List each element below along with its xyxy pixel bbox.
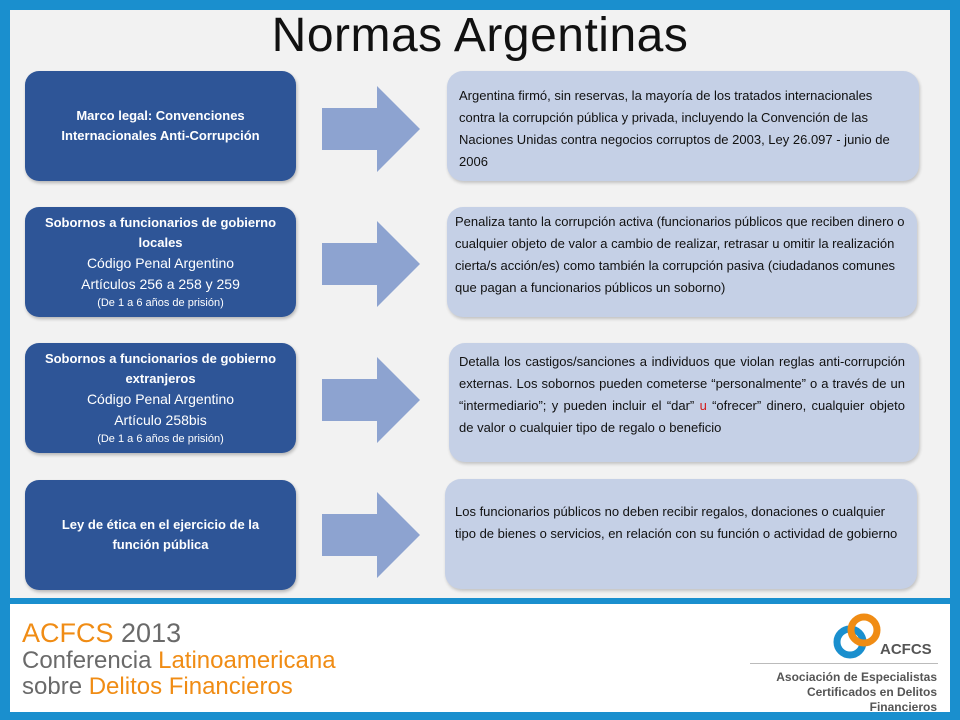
brand-conf-word: Conferencia <box>22 647 152 674</box>
logo-text: ACFCS <box>880 641 932 658</box>
association-line2: Certificados en Delitos Financieros <box>806 685 937 714</box>
brand-acronym: ACFCS <box>22 618 114 648</box>
arrow-right-icon <box>322 492 422 578</box>
left-box-heading: Marco legal: Convenciones Internacionales Anti-Corrupción <box>61 108 260 143</box>
left-box-code: Código Penal Argentino <box>86 391 235 407</box>
right-box-funcionarios <box>445 479 917 589</box>
left-box-articles: Artículo 258bis <box>114 412 207 428</box>
brand-conf-highlight: Latinoamericana <box>158 647 336 674</box>
right-box-text-part: Detalla los castigos/sanciones a individuos que violan reglas anti-corrupción externas. Los sobornos pueden cometerse “personalmente” o a través de un “intermediario”; y pueden incluir el “dar” <box>459 354 905 413</box>
arrow-right-icon <box>322 86 422 172</box>
right-box-detalla <box>449 343 919 462</box>
right-box-penaliza <box>447 207 917 317</box>
slide-title: Normas Argentinas <box>271 9 689 62</box>
left-box-sobornos-extranjeros <box>25 343 296 453</box>
footer-brand <box>22 618 442 700</box>
footer-brand-line2 <box>22 648 442 674</box>
right-box-text <box>459 351 905 439</box>
left-box-penalty: (De 1 a 6 años de prisión) <box>97 433 224 445</box>
right-box-text: Penaliza tanto la corrupción activa (funcionarios públicos que reciben dinero o cualquier objeto de valor a cambio de realizar, retrasar u omitir la realización cierta/s acción/es) como también la corrupción pasiva (ciudadanos comunes que pagan a funcionarios públicos un soborno) <box>455 214 905 295</box>
right-box-text: Los funcionarios públicos no deben recibir regalos, donaciones o cualquier tipo de bienes o servicios, en relación con su función o actividad de gobierno <box>455 504 898 541</box>
association-line1: Asociación de Especialistas <box>776 670 937 684</box>
left-box-marco-legal <box>25 71 296 181</box>
left-box-heading: Sobornos a funcionarios de gobierno locales <box>44 215 277 250</box>
right-box-text-part: “ofrecer” dinero, cualquier objeto de valor o cualquier tipo de regalo o beneficio <box>459 398 905 435</box>
arrow-right-icon <box>322 357 422 443</box>
left-box-ley-etica <box>25 480 296 590</box>
brand-sobre-word: sobre <box>22 673 83 700</box>
brand-year: 2013 <box>121 618 182 648</box>
left-box-sobornos-locales <box>25 207 296 317</box>
left-box-code: Código Penal Argentino <box>86 255 235 271</box>
arrow-right-icon <box>322 221 422 307</box>
left-box-penalty: (De 1 a 6 años de prisión) <box>97 297 224 309</box>
right-box-text: Argentina firmó, sin reservas, la mayoría de los tratados internacionales contra la corrupción pública y privada, incluyendo la Convención de las Naciones Unidas contra negocios corruptos de 2003, Ley 26.097 - junio de 2006 <box>459 88 890 169</box>
brand-sobre-highlight: Delitos Financieros <box>88 673 293 700</box>
left-box-articles: Artículos 256 a 258 y 259 <box>81 276 240 292</box>
logo-divider <box>750 663 938 664</box>
left-box-heading: Ley de ética en el ejercicio de la función pública <box>61 517 260 552</box>
footer-brand-line3 <box>22 674 442 700</box>
footer-brand-line1 <box>22 618 442 648</box>
right-box-tratados <box>447 71 919 181</box>
left-box-heading: Sobornos a funcionarios de gobierno extranjeros <box>44 351 277 386</box>
association-name <box>750 670 937 715</box>
right-box-text-highlight: u <box>699 398 707 413</box>
